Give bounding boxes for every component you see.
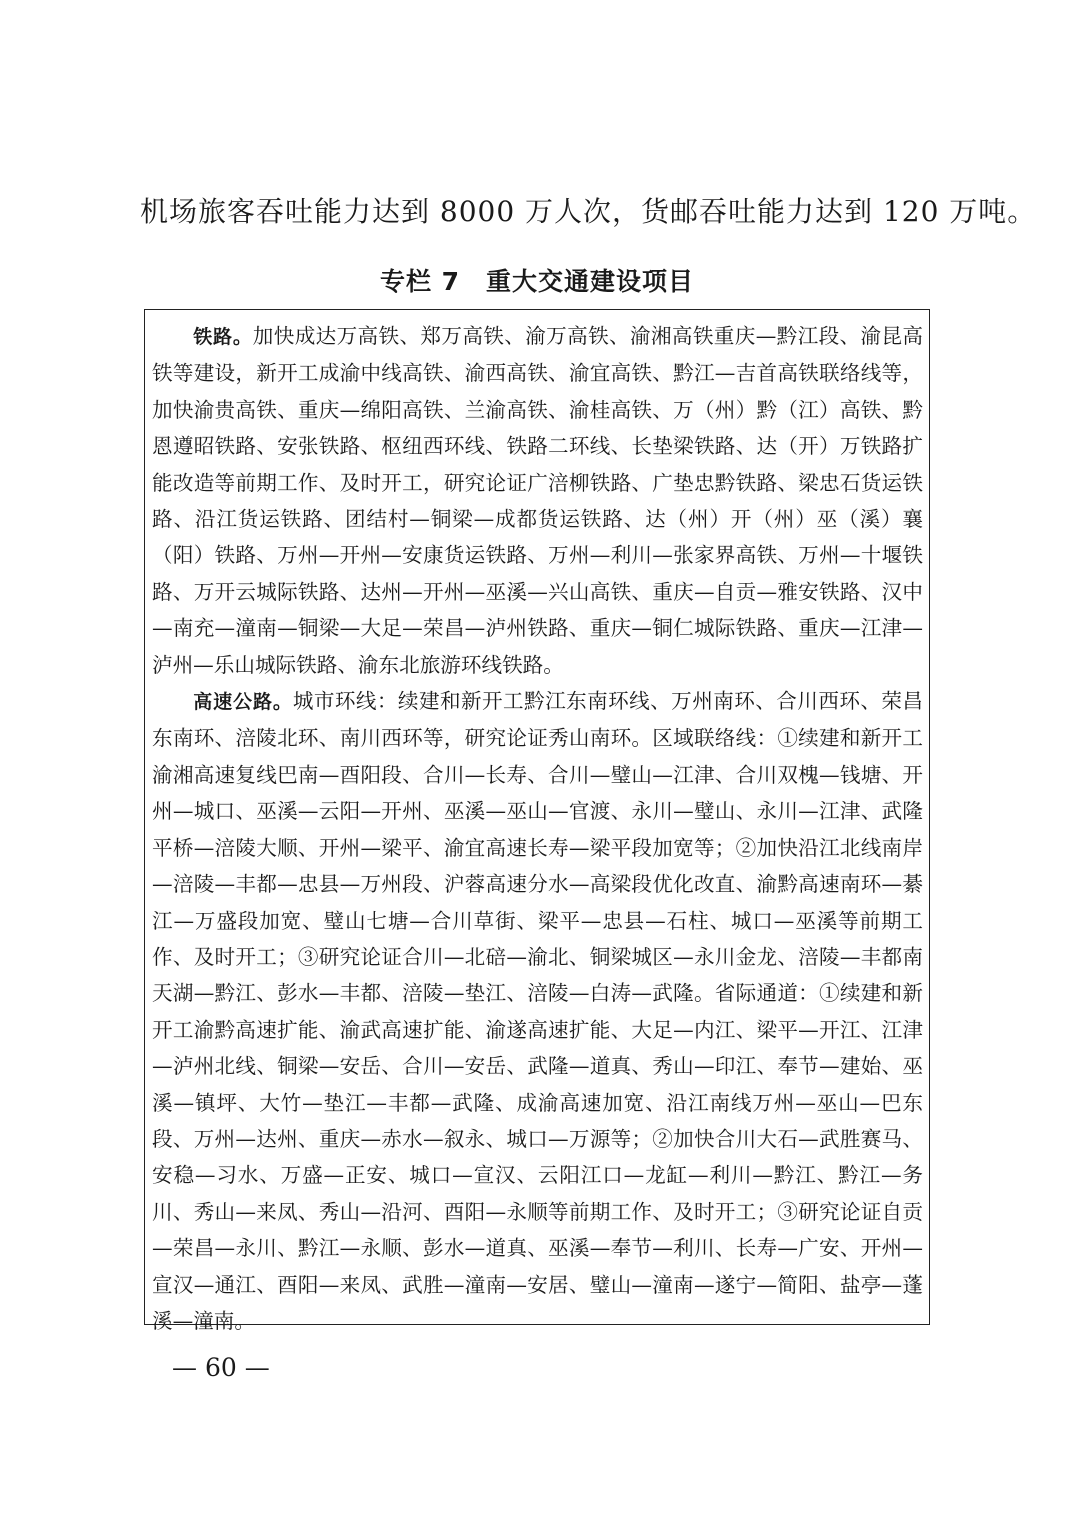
highway-text: 城市环线：续建和新开工黔江东南环线、万州南环、合川西环、荣昌东南环、涪陵北环、南川西环等，研究论证秀山南环。区域联络线：①续建和新开工渝湘高速复线巴南—酉阳段、合川—长寿、合川—璧山—江津、合川双槐—钱塘、开州—城口、巫溪—云阳—开州、巫溪—巫山—官渡、永川—璧山、永川—江津、武隆平桥—涪陵大顺、开州—梁平、渝宜高速长寿—梁平段加宽等；②加快沿江北线南岸—涪陵—丰都—忠县—万州段、沪蓉高速分水—高梁段优化改直、渝黔高速南环—綦江—万盛段加宽、璧山七塘—合川草街、梁平—忠县—石柱、城口—巫溪等前期工作、及时开工；③研究论证合川—北碚—渝北、铜梁城区—永川金龙、涪陵—丰都南天湖—黔江、彭水—丰都、涪陵—垫江、涪陵—白涛—武隆。省际通道：①续建和新开工渝黔高速扩能、渝武高速扩能、渝遂高速扩能、大足—内江、梁平—开江、江津—泸州北线、铜梁—安岳、合川—安岳、武隆—道真、秀山—印江、奉节—建始、巫溪—镇坪、大竹—垫江—丰都—武隆、成渝高速加宽、沿江南线万州—巫山—巴东段、万州—达州、重庆—赤水—叙永、城口—万源等；②加快合川大石—武胜赛马、安稳—习水、万盛—正安、城口—宣汉、云阳江口—龙缸—利川—黔江、黔江—务川、秀山—来凤、秀山—沿河、酉阳—永顺等前期工作、及时开工；③研究论证自贡—荣昌—永川、黔江—永顺、彭水—道真、巫溪—奉节—利川、长寿—广安、开州—宣汉—通江、酉阳—来凤、武胜—潼南—安居、璧山—潼南—遂宁—简阳、盐亭—蓬溪—潼南。 [152, 689, 923, 1333]
railway-label: 铁路。 [193, 326, 253, 348]
railway-paragraph [152, 318, 923, 683]
highway-paragraph [152, 683, 923, 1339]
railway-text: 加快成达万高铁、郑万高铁、渝万高铁、渝湘高铁重庆—黔江段、渝昆高铁等建设，新开工成渝中线高铁、渝西高铁、渝宜高铁、黔江—吉首高铁联络线等，加快渝贵高铁、重庆—绵阳高铁、兰渝高铁、渝桂高铁、万（州）黔（江）高铁、黔恩遵昭铁路、安张铁路、枢纽西环线、铁路二环线、长垫梁铁路、达（开）万铁路扩能改造等前期工作、及时开工，研究论证广涪柳铁路、广垫忠黔铁路、梁忠石货运铁路、沿江货运铁路、团结村—铜梁—成都货运铁路、达（州）开（州）巫（溪）襄（阳）铁路、万州—开州—安康货运铁路、万州—利川—张家界高铁、万州—十堰铁路、万开云城际铁路、达州—开州—巫溪—兴山高铁、重庆—自贡—雅安铁路、汉中—南充—潼南—铜梁—大足—荣昌—泸州铁路、重庆—铜仁城际铁路、重庆—江津—泸州—乐山城际铁路、渝东北旅游环线铁路。 [152, 324, 923, 677]
highway-label: 高速公路。 [193, 691, 293, 714]
intro-paragraph: 机场旅客吞吐能力达到 8000 万人次，货邮吞吐能力达到 120 万吨。 [140, 195, 1037, 228]
box-title: 专栏 7 重大交通建设项目 [379, 267, 695, 296]
page-number: — 60 — [172, 1353, 270, 1382]
feature-box [144, 309, 930, 1333]
